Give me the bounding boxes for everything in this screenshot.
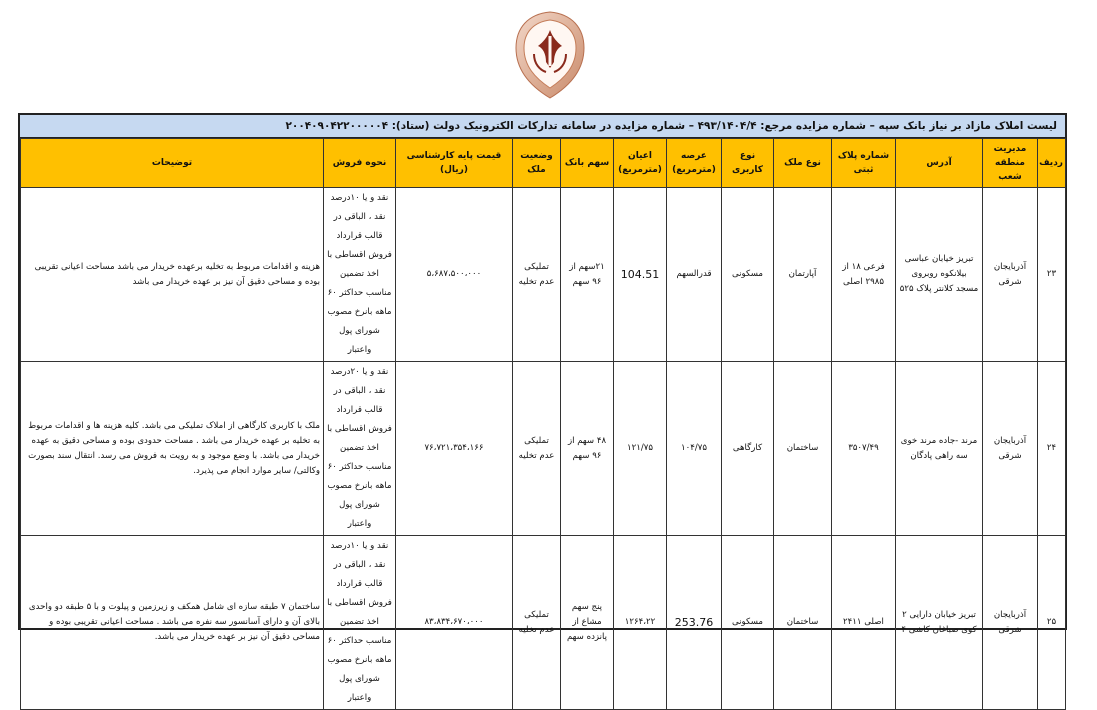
cell-usage: کارگاهی xyxy=(722,362,774,536)
bank-logo xyxy=(510,8,590,104)
cell-arse: قدرالسهم xyxy=(667,188,722,362)
cell-type: آپارتمان xyxy=(774,188,832,362)
cell-share: ۲۱سهم از ۹۶ سهم xyxy=(561,188,614,362)
cell-address: تبریز خیابان عباسی بیلانکوه روبروی مسجد کلانتر پلاک ۵۲۵ xyxy=(896,188,983,362)
cell-region: آذربایجان شرقی xyxy=(983,362,1038,536)
cell-usage: مسکونی xyxy=(722,188,774,362)
cell-radif: ۲۴ xyxy=(1038,362,1066,536)
cell-address: مرند -جاده مرند خوی سه راهی پادگان xyxy=(896,362,983,536)
col-header-address: آدرس xyxy=(896,139,983,188)
auction-title: لیست املاک مازاد بر نیاز بانک سپه – شماره مزایده مرجع: ۴۹۳/۱۴۰۴/۴ – شماره مزایده در سامانه تدارکات الکترونیک دولت (ستاد): ۲۰۰۴۰۹۰۴۲۲۰۰۰۰۰۴ xyxy=(20,115,1065,138)
col-header-share: سهم بانک xyxy=(561,139,614,188)
cell-address: تبریز خیابان دارایی ۲ کوی صباغان کاشی ۴ xyxy=(896,536,983,710)
col-header-price: قیمت پایه کارشناسی (ریال) xyxy=(396,139,513,188)
col-header-usage: نوع کاربری xyxy=(722,139,774,188)
cell-notes: هزینه و اقدامات مربوط به تخلیه برعهده خریدار می باشد مساحت اعیانی تقریبی بوده و مساحی دقیق آن نیز بر عهده خریدار می باشد xyxy=(21,188,324,362)
cell-share: پنج سهم مشاع از پانزده سهم xyxy=(561,536,614,710)
cell-plaque: فرعی ۱۸ از ۲۹۸۵ اصلی xyxy=(832,188,896,362)
cell-usage: مسکونی xyxy=(722,536,774,710)
col-header-type: نوع ملک xyxy=(774,139,832,188)
table-row xyxy=(21,362,1066,536)
cell-radif: ۲۳ xyxy=(1038,188,1066,362)
col-header-status: وضعیت ملک xyxy=(513,139,561,188)
cell-type: ساختمان xyxy=(774,362,832,536)
cell-plaque: اصلی ۲۴۱۱ xyxy=(832,536,896,710)
col-header-ayan: اعیان (مترمربع) xyxy=(614,139,667,188)
table-row xyxy=(21,188,1066,362)
cell-price: ۷۶،۷۲۱،۳۵۴،۱۶۶ xyxy=(396,362,513,536)
cell-ayan: ۱۲۶۴،۲۲ xyxy=(614,536,667,710)
col-header-region: مدیریت منطقه شعب xyxy=(983,139,1038,188)
table-header-row xyxy=(21,139,1066,188)
cell-arse: 253.76 xyxy=(667,536,722,710)
cell-region: آذربایجان شرقی xyxy=(983,536,1038,710)
cell-arse: ۱۰۴/۷۵ xyxy=(667,362,722,536)
property-table xyxy=(20,138,1066,710)
cell-notes: ملک با کاربری کارگاهی از املاک تملیکی می باشد. کلیه هزینه ها و اقدامات مربوط به تخلیه بر عهده خریدار می باشد . مساحت حدودی بوده و مساحی دقیق به عهده خریدار می باشد. با وضع موجود و به رویت به فروش می رسد. انتقال سند بصورت وکالتی/ سایر موارد انجام می پذیرد. xyxy=(21,362,324,536)
col-header-arse: عرصه (مترمربع) xyxy=(667,139,722,188)
col-header-notes: توضیحات xyxy=(21,139,324,188)
cell-status: تملیکی عدم تخلیه xyxy=(513,536,561,710)
col-header-plaque: شماره پلاک ثبتی xyxy=(832,139,896,188)
cell-share: ۴۸ سهم از ۹۶ سهم xyxy=(561,362,614,536)
cell-radif: ۲۵ xyxy=(1038,536,1066,710)
cell-sale: نقد و یا ۱۰درصد نقد ، الباقی در قالب قرارداد فروش اقساطی با اخذ تضمین مناسب حداکثر ۶۰ ماهه بانرخ مصوب شورای پول واعتبار xyxy=(324,188,396,362)
cell-price: ۸۳،۸۳۴،۶۷۰،۰۰۰ xyxy=(396,536,513,710)
cell-price: ۵،۶۸۷،۵۰۰،۰۰۰ xyxy=(396,188,513,362)
cell-type: ساختمان xyxy=(774,536,832,710)
cell-region: آذربایجان شرقی xyxy=(983,188,1038,362)
cell-ayan: 104.51 xyxy=(614,188,667,362)
cell-ayan: ۱۲۱/۷۵ xyxy=(614,362,667,536)
cell-status: تملیکی عدم تخلیه xyxy=(513,188,561,362)
auction-sheet xyxy=(18,113,1067,703)
col-header-radif: ردیف xyxy=(1038,139,1066,188)
cell-sale: نقد و یا ۱۰درصد نقد ، الباقی در قالب قرارداد فروش اقساطی با اخذ تضمین مناسب حداکثر ۶۰ ماهه بانرخ مصوب شورای پول واعتبار xyxy=(324,536,396,710)
col-header-sale: نحوه فروش xyxy=(324,139,396,188)
cell-plaque: ۳۵۰۷/۴۹ xyxy=(832,362,896,536)
cell-status: تملیکی عدم تخلیه xyxy=(513,362,561,536)
cell-sale: نقد و یا ۲۰درصد نقد ، الباقی در قالب قرارداد فروش اقساطی با اخذ تضمین مناسب حداکثر ۶۰ ماهه بانرخ مصوب شورای پول واعتبار xyxy=(324,362,396,536)
table-row xyxy=(21,536,1066,710)
cell-notes: ساختمان ۷ طبقه سازه ای شامل همکف و زیرزمین و پیلوت و با ۵ طبقه دو واحدی بالای آن و دارای آسانسور سه نفره می باشد . مساحت اعیانی تقریبی بوده و مساحی دقیق آن نیز بر عهده خریدار می باشد. xyxy=(21,536,324,710)
